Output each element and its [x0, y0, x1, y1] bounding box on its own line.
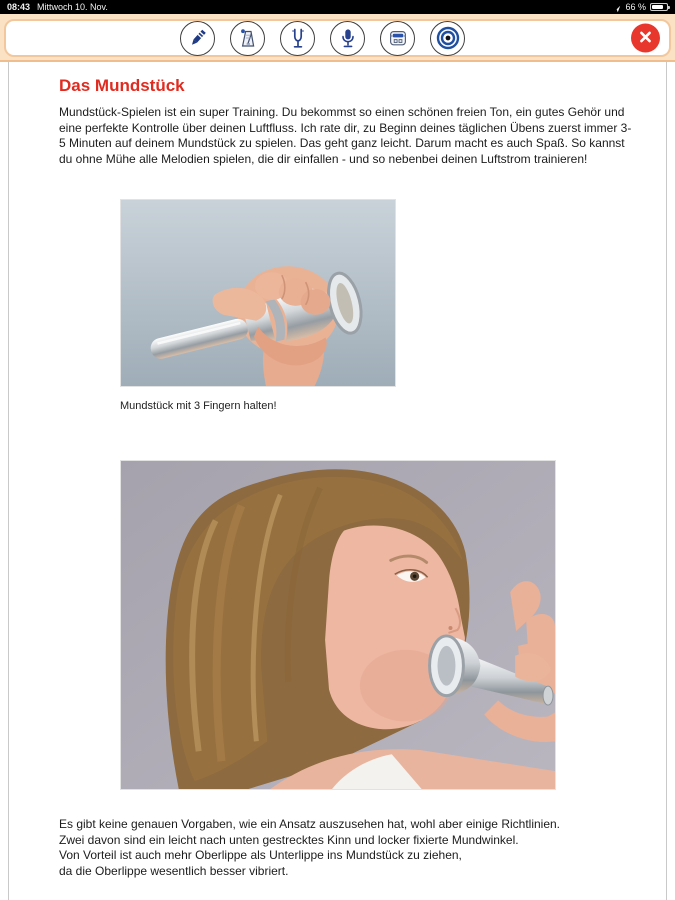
pencil-tool-button[interactable] [180, 21, 215, 56]
tuning-fork-icon [287, 27, 309, 49]
target-tool-button[interactable] [430, 21, 465, 56]
document-page [8, 62, 667, 900]
toolbar-band [0, 14, 675, 62]
location-arrow-icon [613, 3, 621, 11]
outro-paragraph [59, 817, 636, 879]
battery-percent: 66 % [625, 2, 646, 12]
outro-line: Von Vorteil ist auch mehr Oberlippe als Unterlippe ins Mundstück zu ziehen, [59, 848, 462, 862]
toolbar [4, 19, 671, 57]
status-right [613, 0, 668, 14]
metronome-icon [237, 27, 259, 49]
mouthpiece-hand-photo [120, 199, 396, 387]
tuning-fork-tool-button[interactable] [280, 21, 315, 56]
status-bar [0, 0, 675, 14]
keyboard-icon [387, 27, 409, 49]
toolbar-icon-group [14, 21, 631, 56]
target-icon [436, 26, 460, 50]
pencil-icon [187, 27, 209, 49]
girl-buzzing-photo [120, 460, 556, 790]
battery-icon [650, 3, 668, 11]
keyboard-tool-button[interactable] [380, 21, 415, 56]
status-left [7, 0, 108, 14]
page-title: Das Mundstück [59, 76, 185, 95]
microphone-tool-button[interactable] [330, 21, 365, 56]
close-button[interactable] [631, 24, 660, 53]
close-icon [638, 29, 653, 47]
intro-paragraph: Mundstück-Spielen ist ein super Training. Du bekommst so einen schönen freien Ton, ein gutes Gehör und eine perfekte Kontrolle über deinen Luftfluss. Ich rate dir, zu Beginn deines täglichen Übens zuerst immer 3-5 Minuten auf deinem Mundstück zu spielen. Das geht ganz leicht. Darum macht es auch Spaß. So kannst du ohne Mühe alle Melodien spielen, die dir einfallen - und so nebenbei deinen Luftstrom trainieren! [59, 105, 632, 166]
status-time: 08:43 [7, 2, 31, 12]
metronome-tool-button[interactable] [230, 21, 265, 56]
outro-line: Es gibt keine genauen Vorgaben, wie ein Ansatz auszusehen hat, wohl aber einige Richtlinien. [59, 817, 561, 831]
outro-line: da die Oberlippe wesentlich besser vibriert. [59, 863, 289, 878]
outro-line: Zwei davon sind ein leicht nach unten gestrecktes Kinn und locker fixierte Mundwinkel. [59, 832, 519, 847]
photo1-caption: Mundstück mit 3 Fingern halten! [120, 400, 277, 412]
microphone-icon [337, 27, 359, 49]
status-date: Mittwoch 10. Nov. [37, 2, 108, 12]
